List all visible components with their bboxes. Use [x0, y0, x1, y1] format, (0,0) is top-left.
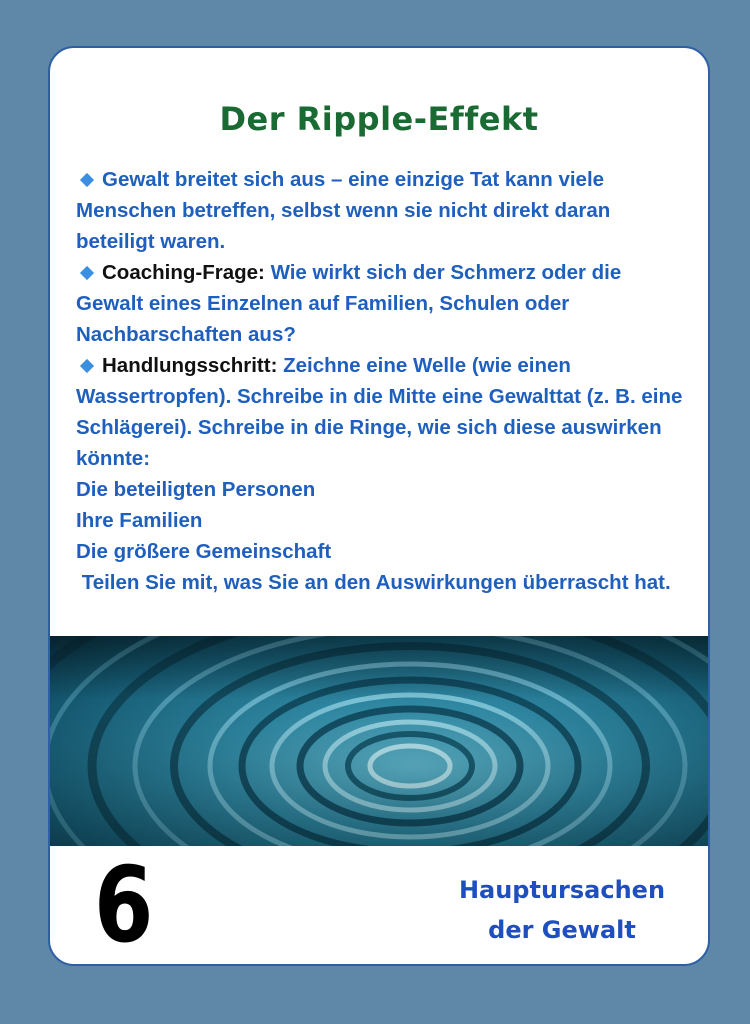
- card: [48, 46, 710, 966]
- closing-paragraph: Teilen Sie mit, was Sie an den Auswirkungen überrascht hat.: [76, 571, 671, 594]
- card-title: Der Ripple-Effekt: [219, 100, 539, 138]
- intro-paragraph: [76, 164, 690, 257]
- diamond-bullet-icon: [80, 173, 94, 187]
- card-number: 6: [94, 844, 154, 966]
- coaching-text: Wie wirkt sich der Schmerz oder die Gewalt eines Einzelnen auf Familien, Schulen oder Nachbarschaften aus?: [76, 261, 622, 346]
- card-content: [76, 164, 690, 598]
- diamond-bullet-icon: [80, 266, 94, 280]
- action-label: Handlungsschritt:: [102, 354, 278, 377]
- category-line-2: der Gewalt: [488, 916, 636, 944]
- action-text: Zeichne eine Welle (wie einen Wassertropfen). Schreibe in die Mitte eine Gewalttat (z. B. eine Schlägerei). Schreibe in die Ringe, wie sich diese auswirken könnte:: [76, 354, 683, 470]
- action-paragraph: [76, 350, 690, 474]
- coaching-paragraph: [76, 257, 690, 350]
- water-ripple-image: [50, 636, 708, 846]
- list-item: Die beteiligten Personen: [76, 478, 316, 501]
- coaching-label: Coaching-Frage:: [102, 261, 265, 284]
- category-label: [434, 870, 690, 950]
- list-item: Die größere Gemeinschaft: [76, 540, 332, 563]
- category-line-1: Hauptursachen: [458, 876, 666, 904]
- list-item: Ihre Familien: [76, 509, 203, 532]
- diamond-bullet-icon: [80, 359, 94, 373]
- intro-text: Gewalt breitet sich aus – eine einzige Tat kann viele Menschen betreffen, selbst wenn sie nicht direkt daran beteiligt waren.: [76, 168, 611, 253]
